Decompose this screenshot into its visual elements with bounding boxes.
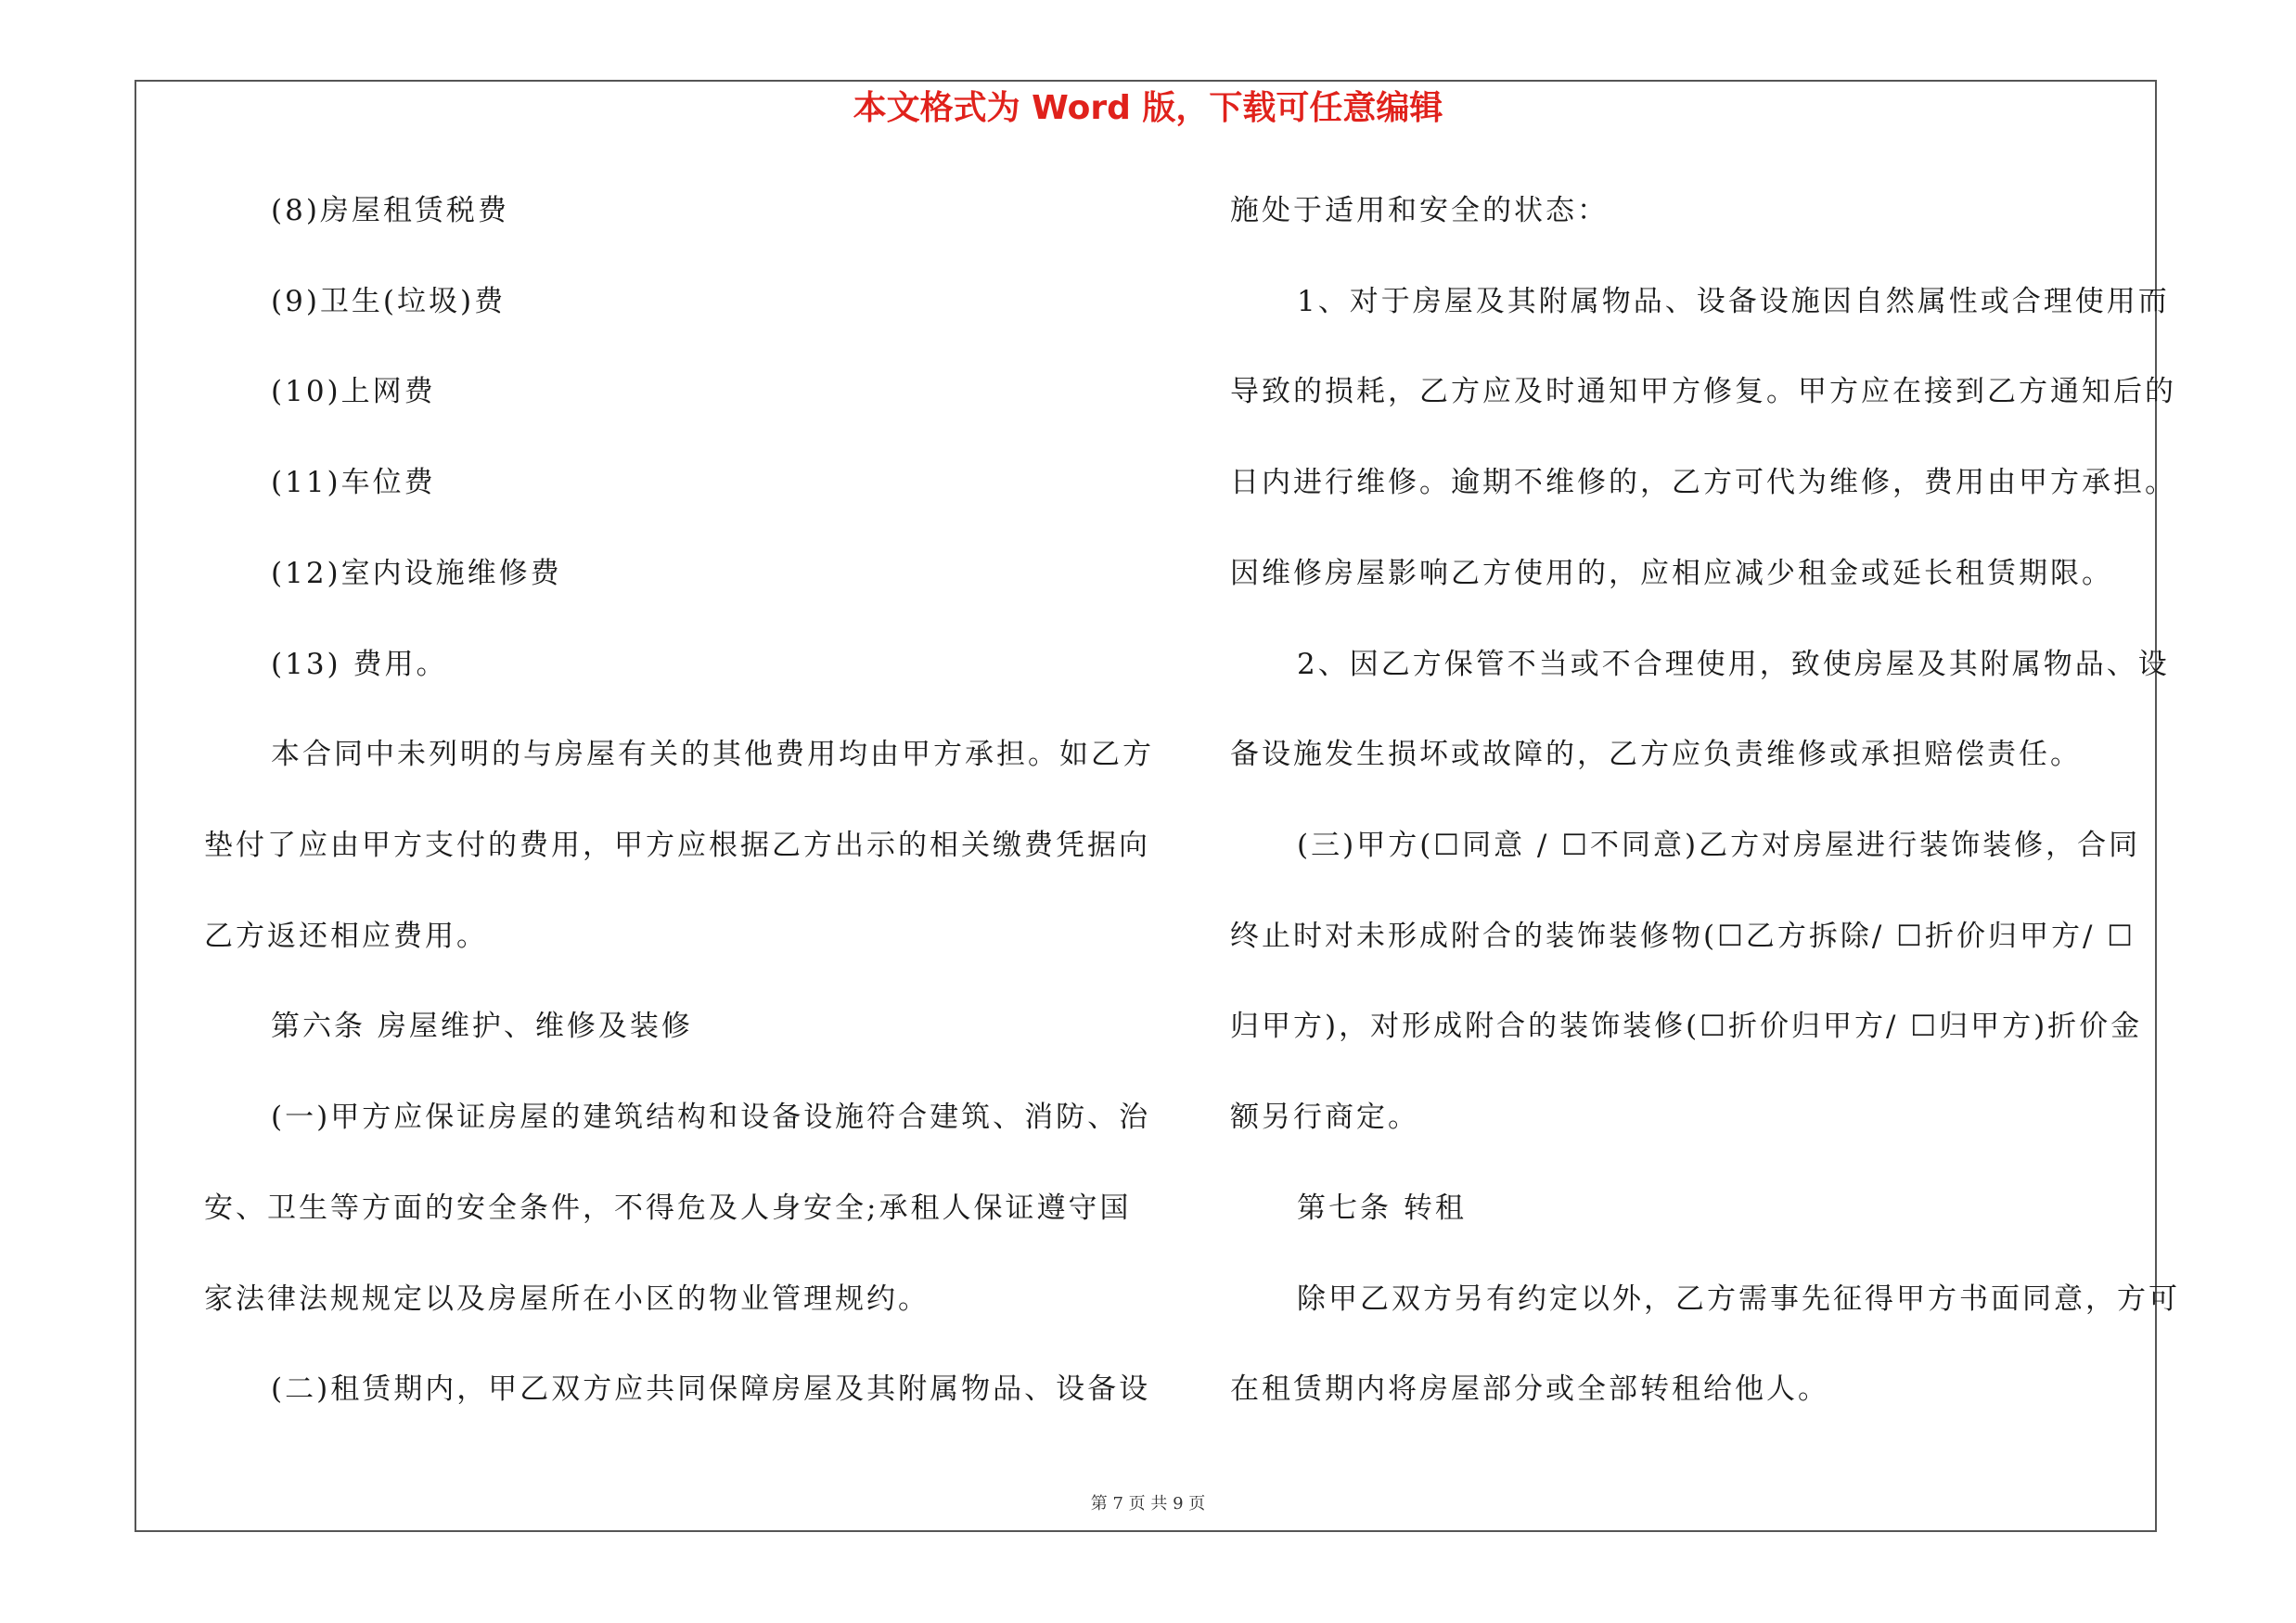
page-number: 第 7 页 共 9 页 [1090, 1494, 1206, 1514]
paragraph-line: 本合同中未列明的与房屋有关的其他费用均由甲方承担。如乙方 [271, 738, 1154, 771]
paragraph-line: 乙方返还相应费用。 [204, 920, 488, 953]
word-format-banner: 本文格式为 Word 版，下载可任意编辑 [853, 89, 1443, 127]
paragraph-line: 在租赁期内将房屋部分或全部转租给他人。 [1230, 1372, 1829, 1406]
paragraph-line: 导致的损耗，乙方应及时通知甲方修复。甲方应在接到乙方通知后的 [1230, 375, 2176, 408]
fee-item-13: (13) 费用。 [271, 648, 448, 681]
paragraph-line: (三)甲方(☐同意 / ☐不同意)乙方对房屋进行装饰装修，合同 [1297, 829, 2141, 862]
fee-item-8: (8)房屋租赁税费 [271, 194, 509, 227]
paragraph-line: 额另行商定。 [1230, 1101, 1419, 1134]
article-seven-heading: 第七条 转租 [1297, 1191, 1467, 1225]
paragraph-line: 1、对于房屋及其附属物品、设备设施因自然属性或合理使用而 [1297, 285, 2170, 318]
fee-item-11: (11)车位费 [271, 466, 436, 499]
paragraph-line: (二)租赁期内，甲乙双方应共同保障房屋及其附属物品、设备设 [271, 1372, 1151, 1406]
fee-item-10: (10)上网费 [271, 375, 436, 408]
paragraph-line: 垫付了应由甲方支付的费用，甲方应根据乙方出示的相关缴费凭据向 [204, 829, 1150, 862]
paragraph-line: 施处于适用和安全的状态： [1230, 194, 1609, 227]
paragraph-line: 因维修房屋影响乙方使用的，应相应减少租金或延长租赁期限。 [1230, 557, 2113, 590]
paragraph-line: 家法律法规规定以及房屋所在小区的物业管理规约。 [204, 1282, 930, 1316]
article-six-heading: 第六条 房屋维护、维修及装修 [271, 1010, 693, 1043]
paragraph-line: 备设施发生损坏或故障的，乙方应负责维修或承担赔偿责任。 [1230, 738, 2082, 771]
paragraph-line: 除甲乙双方另有约定以外，乙方需事先征得甲方书面同意，方可 [1297, 1282, 2180, 1316]
fee-item-12: (12)室内设施维修费 [271, 557, 562, 590]
paragraph-line: 2、因乙方保管不当或不合理使用，致使房屋及其附属物品、设 [1297, 648, 2170, 681]
paragraph-line: 归甲方)，对形成附合的装饰装修(☐折价归甲方/ ☐归甲方)折价金 [1230, 1010, 2143, 1043]
paragraph-line: 日内进行维修。逾期不维修的，乙方可代为维修，费用由甲方承担。 [1230, 466, 2176, 499]
paragraph-line: 安、卫生等方面的安全条件，不得危及人身安全;承租人保证遵守国 [204, 1191, 1132, 1225]
paragraph-line: (一)甲方应保证房屋的建筑结构和设备设施符合建筑、消防、治 [271, 1101, 1151, 1134]
paragraph-line: 终止时对未形成附合的装饰装修物(☐乙方拆除/ ☐折价归甲方/ ☐ [1230, 920, 2136, 953]
fee-item-9: (9)卫生(垃圾)费 [271, 285, 507, 318]
